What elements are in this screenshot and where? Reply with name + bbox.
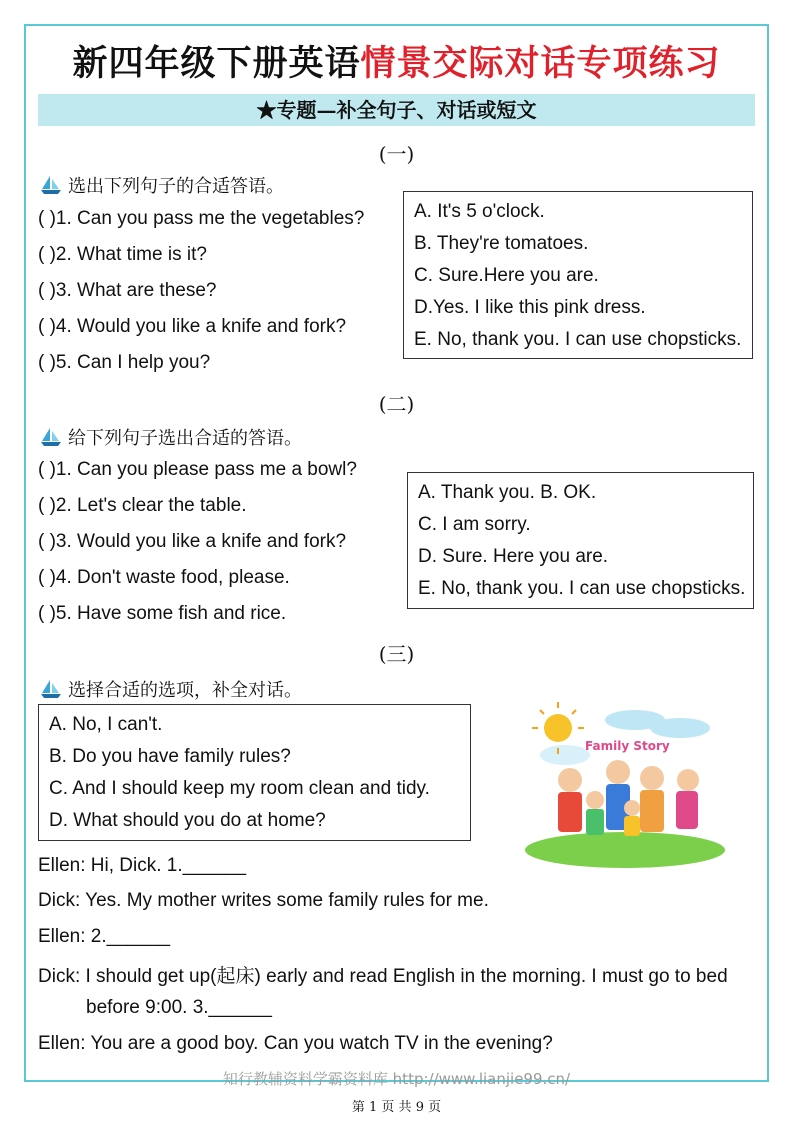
title-part1: 新四年级下册英语	[72, 44, 361, 84]
option-item: B. Do you have family rules?	[49, 746, 291, 767]
section-1-instruction	[40, 172, 284, 198]
section-2-instruction	[40, 424, 302, 450]
option-item: A. It's 5 o'clock.	[414, 201, 545, 222]
dialogue-line: Ellen: 2.______	[38, 926, 171, 947]
answer-options-box	[403, 191, 753, 359]
question-item: ( )2. What time is it?	[38, 244, 207, 265]
sailboat-icon	[40, 175, 62, 195]
sun-icon	[544, 714, 572, 742]
question-item: ( )4. Would you like a knife and fork?	[38, 316, 347, 337]
option-item: E. No, thank you. I can use chopsticks.	[414, 329, 742, 350]
option-item: D. What should you do at home?	[49, 810, 326, 831]
option-item: C. And I should keep my room clean and tidy.	[49, 778, 430, 799]
section-3-instruction	[40, 676, 302, 702]
question-item: ( )4. Don't waste food, please.	[38, 567, 290, 588]
page-number: 第 1 页 共 9 页	[351, 1100, 442, 1115]
illustration-caption: Family Story	[585, 739, 670, 753]
instruction-text: 选出下列句子的合适答语。	[68, 176, 284, 197]
question-item: ( )1. Can you pass me the vegetables?	[38, 208, 365, 229]
option-item: C. I am sorry.	[418, 514, 531, 535]
option-item: D. Sure. Here you are.	[418, 546, 609, 567]
footer-site: 知行教辅资料学霸资料库 http://www.lianjie99.cn/	[222, 1070, 571, 1088]
section-2-heading: (二)	[378, 392, 415, 416]
question-item: ( )3. Would you like a knife and fork?	[38, 531, 347, 552]
instruction-text: 选择合适的选项，补全对话。	[68, 680, 302, 701]
dialogue-line: Ellen: You are a good boy. Can you watch TV in the evening?	[38, 1033, 553, 1054]
option-item: E. No, thank you. I can use chopsticks.	[418, 578, 746, 599]
topic-banner: ★专题—补全句子、对话或短文	[38, 94, 755, 126]
title-part2: 情景交际对话专项练习	[360, 44, 721, 84]
dialogue-line: Dick: Yes. My mother writes some family rules for me.	[38, 890, 489, 911]
question-item: ( )5. Have some fish and rice.	[38, 603, 287, 624]
option-item: C. Sure.Here you are.	[414, 265, 599, 286]
family-story-illustration	[520, 700, 730, 870]
question-item: ( )3. What are these?	[38, 280, 217, 301]
dialogue-line: before 9:00. 3.______	[86, 997, 272, 1018]
section-3-heading: (三)	[378, 642, 415, 666]
instruction-text: 给下列句子选出合适的答语。	[68, 428, 302, 449]
option-item: B. They're tomatoes.	[414, 233, 589, 254]
option-item: A. Thank you. B. OK.	[418, 482, 597, 503]
option-item: D.Yes. I like this pink dress.	[414, 297, 646, 318]
question-item: ( )5. Can I help you?	[38, 352, 211, 373]
page-title	[0, 36, 793, 86]
dialogue-line: Ellen: Hi, Dick. 1.______	[38, 855, 247, 876]
dialogue-line: Dick: I should get up(起床) early and read English in the morning. I must go to bed	[38, 966, 728, 987]
question-item: ( )2. Let's clear the table.	[38, 495, 247, 516]
question-item: ( )1. Can you please pass me a bowl?	[38, 459, 357, 480]
sailboat-icon	[40, 427, 62, 447]
sailboat-icon	[40, 679, 62, 699]
section-1-heading: (一)	[378, 142, 415, 166]
option-item: A. No, I can't.	[49, 714, 163, 735]
answer-options-box	[38, 704, 471, 841]
answer-options-box	[407, 472, 754, 609]
